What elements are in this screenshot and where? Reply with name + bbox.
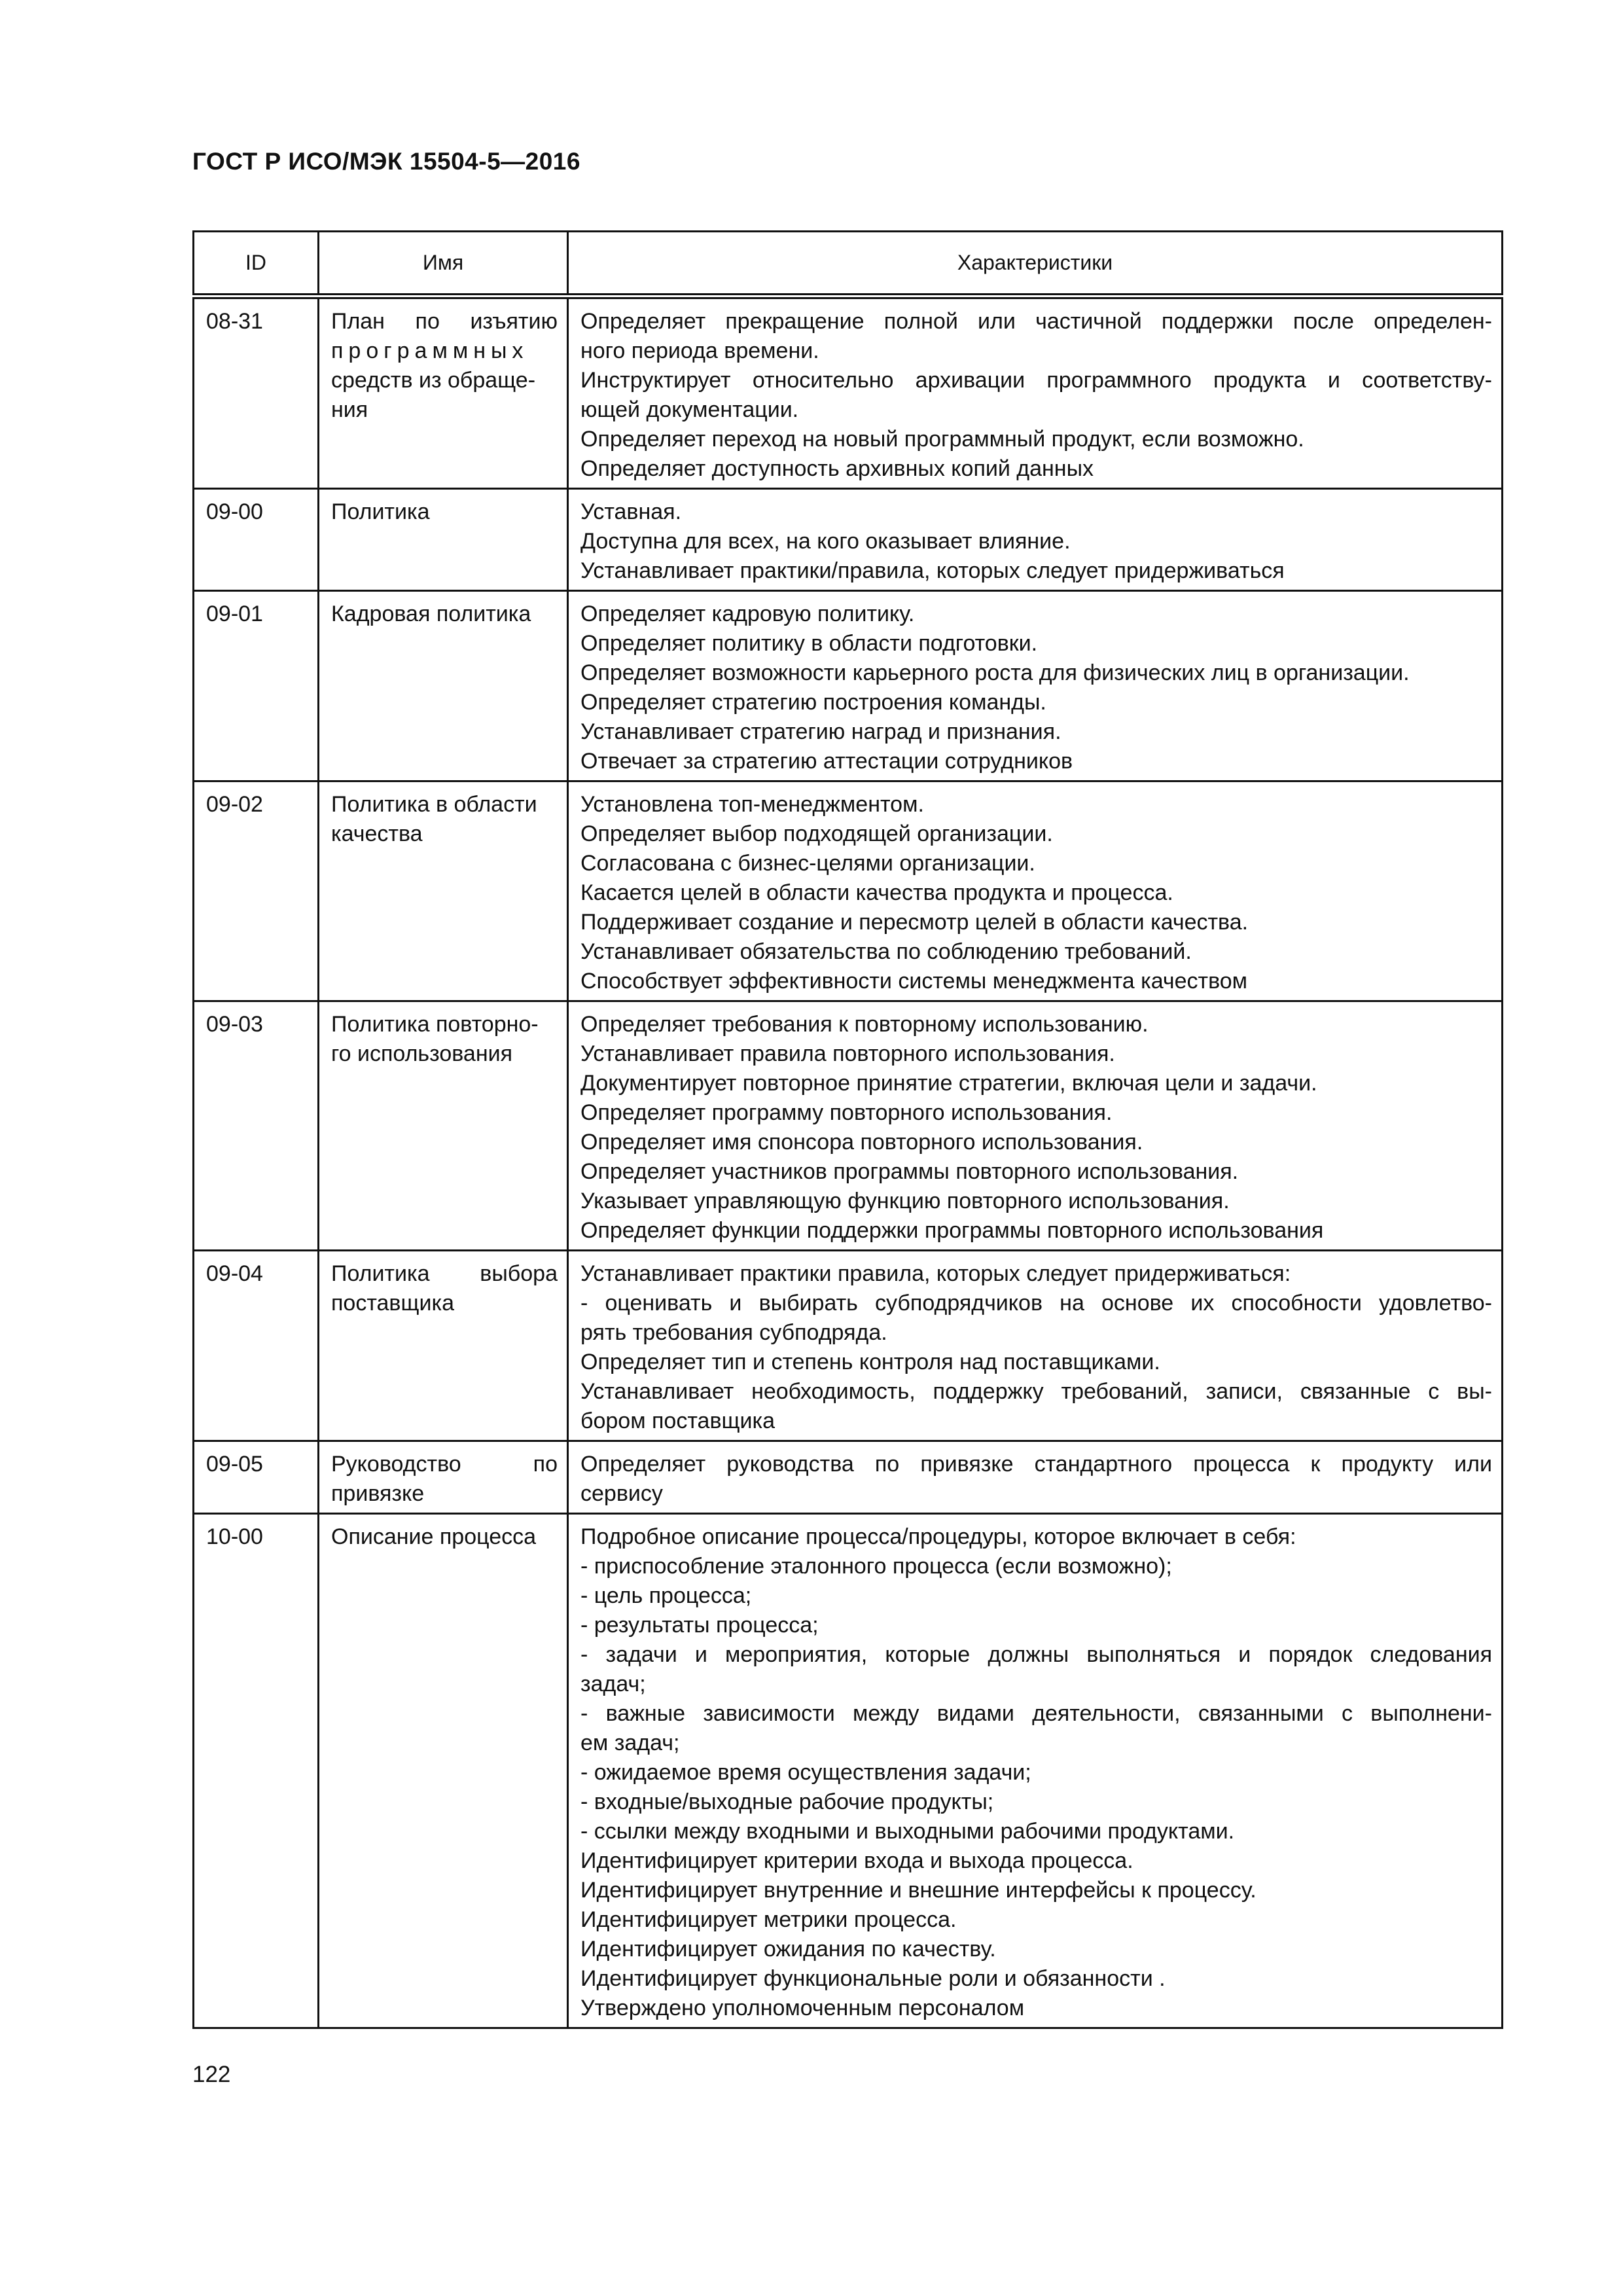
characteristic-line: Устанавливает необходимость, поддержку требований, записи, связанные с вы- (580, 1379, 1492, 1404)
characteristic-line: Отвечает за стратегию аттестации сотрудников (580, 749, 1073, 774)
table-row (194, 489, 1503, 591)
row-name-line: поставщика (331, 1291, 454, 1316)
table-row (194, 1441, 1503, 1514)
characteristic-line: Определяет переход на новый программный продукт, если возможно. (580, 427, 1304, 452)
characteristic-line: рять требования субподряда. (580, 1320, 887, 1345)
page-number: 122 (192, 2062, 231, 2087)
row-name-line: Политика повторно- (331, 1012, 539, 1037)
row-id-cell: 09-02 (194, 781, 319, 1001)
characteristic-line: ем задач; (580, 1731, 680, 1755)
row-name-line: План по изъятию (331, 309, 558, 334)
row-id-cell: 09-03 (194, 1001, 319, 1251)
table-header-row (194, 232, 1503, 296)
table-header (194, 232, 1503, 296)
row-characteristics-cell (568, 296, 1503, 489)
characteristic-line: Определяет участников программы повторного использования. (580, 1159, 1239, 1184)
row-characteristics-cell (568, 781, 1503, 1001)
column-header-name: Имя (319, 232, 568, 296)
characteristic-line: Согласована с бизнес-целями организации. (580, 851, 1035, 876)
column-header-id: ID (194, 232, 319, 296)
row-name-line: средств из обраще- (331, 368, 536, 393)
row-name-cell (319, 591, 568, 781)
row-characteristics-cell (568, 1001, 1503, 1251)
characteristic-line: - оценивать и выбирать субподрядчиков на основе их способности удовлетво- (580, 1291, 1492, 1316)
characteristic-line: - ожидаемое время осуществления задачи; (580, 1760, 1031, 1785)
characteristic-line: Определяет прекращение полной или частичной поддержки после определен- (580, 309, 1492, 334)
characteristic-line: Инструктирует относительно архивации программного продукта и соответству- (580, 368, 1492, 393)
characteristic-line: Указывает управляющую функцию повторного использования. (580, 1189, 1230, 1213)
row-characteristics-cell (568, 1514, 1503, 2028)
row-name-cell (319, 296, 568, 489)
characteristic-line: Определяет стратегию построения команды. (580, 690, 1046, 715)
row-name-cell (319, 1251, 568, 1441)
characteristic-line: - входные/выходные рабочие продукты; (580, 1789, 994, 1814)
characteristic-line: - задачи и мероприятия, которые должны выполняться и порядок следования (580, 1642, 1492, 1667)
document-header-title: ГОСТ Р ИСО/МЭК 15504-5—2016 (192, 148, 580, 175)
characteristic-line: Касается целей в области качества продукта и процесса. (580, 880, 1173, 905)
table-row (194, 1001, 1503, 1251)
characteristic-line: Определяет тип и степень контроля над поставщиками. (580, 1350, 1160, 1374)
characteristic-line: Устанавливает стратегию наград и признания. (580, 719, 1061, 744)
characteristic-line: Способствует эффективности системы менеджмента качеством (580, 969, 1248, 994)
row-characteristics-cell (568, 1441, 1503, 1514)
characteristic-line: Определяет имя спонсора повторного использования. (580, 1130, 1143, 1155)
characteristic-line: Устанавливает обязательства по соблюдению требований. (580, 939, 1192, 964)
row-id-cell: 08-31 (194, 296, 319, 489)
table-row (194, 781, 1503, 1001)
characteristic-line: ного периода времени. (580, 338, 819, 363)
row-id-cell: 09-00 (194, 489, 319, 591)
row-name-cell (319, 489, 568, 591)
characteristic-line: Утверждено уполномоченным персоналом (580, 1996, 1025, 2020)
table-row (194, 296, 1503, 489)
characteristic-line: - ссылки между входными и выходными рабочими продуктами. (580, 1819, 1235, 1844)
characteristic-line: Установлена топ-менеджментом. (580, 792, 924, 817)
characteristic-line: Доступна для всех, на кого оказывает влияние. (580, 529, 1071, 554)
characteristics-table (192, 230, 1503, 2029)
characteristic-line: Документирует повторное принятие стратегии, включая цели и задачи. (580, 1071, 1317, 1096)
table-row (194, 1514, 1503, 2028)
characteristic-line: Определяет доступность архивных копий данных (580, 456, 1094, 481)
row-name-line: ния (331, 397, 368, 422)
characteristic-line: Подробное описание процесса/процедуры, которое включает в себя: (580, 1524, 1296, 1549)
characteristic-line: задач; (580, 1672, 646, 1696)
row-id-cell: 09-01 (194, 591, 319, 781)
row-name-line: Руководство по (331, 1452, 558, 1477)
table-body (194, 296, 1503, 2028)
row-name-line: Описание процесса (331, 1524, 537, 1549)
characteristic-line: Определяет кадровую политику. (580, 601, 915, 626)
characteristic-line: - результаты процесса; (580, 1613, 819, 1638)
characteristic-line: Определяет возможности карьерного роста для физических лиц в организации. (580, 660, 1410, 685)
row-name-cell (319, 1001, 568, 1251)
characteristic-line: ющей документации. (580, 397, 799, 422)
row-name-line: Политика в области (331, 792, 537, 817)
characteristic-line: Устанавливает практики правила, которых следует придерживаться: (580, 1261, 1291, 1286)
characteristic-line: бором поставщика (580, 1408, 776, 1433)
row-name-line: Политика выбора (331, 1261, 558, 1286)
characteristic-line: Идентифицирует ожидания по качеству. (580, 1937, 996, 1962)
row-name-line: качества (331, 821, 423, 846)
row-name-line: привязке (331, 1481, 425, 1506)
row-name-line: Политика (331, 499, 430, 524)
characteristic-line: - приспособление эталонного процесса (если возможно); (580, 1554, 1172, 1579)
characteristic-line: сервису (580, 1481, 663, 1506)
row-name-line: программных (331, 338, 529, 363)
characteristic-line: Поддерживает создание и пересмотр целей в области качества. (580, 910, 1249, 935)
characteristic-line: Определяет выбор подходящей организации. (580, 821, 1053, 846)
row-id-cell: 09-04 (194, 1251, 319, 1441)
row-name-line: го использования (331, 1041, 513, 1066)
characteristic-line: - важные зависимости между видами деятельности, связанными с выполнени- (580, 1701, 1492, 1726)
characteristic-line: Уставная. (580, 499, 682, 524)
characteristic-line: Идентифицирует функциональные роли и обязанности . (580, 1966, 1166, 1991)
characteristic-line: Определяет руководства по привязке стандартного процесса к продукту или (580, 1452, 1492, 1477)
characteristic-line: Идентифицирует критерии входа и выхода процесса. (580, 1848, 1133, 1873)
table-row (194, 1251, 1503, 1441)
table-row (194, 591, 1503, 781)
characteristic-line: Определяет требования к повторному использованию. (580, 1012, 1149, 1037)
row-id-cell: 10-00 (194, 1514, 319, 2028)
row-characteristics-cell (568, 489, 1503, 591)
row-name-cell (319, 1441, 568, 1514)
characteristic-line: Определяет программу повторного использования. (580, 1100, 1113, 1125)
row-name-cell (319, 781, 568, 1001)
row-name-line: Кадровая политика (331, 601, 531, 626)
characteristic-line: Определяет политику в области подготовки. (580, 631, 1038, 656)
column-header-characteristics: Характеристики (568, 232, 1503, 296)
characteristic-line: Устанавливает правила повторного использования. (580, 1041, 1115, 1066)
characteristic-line: - цель процесса; (580, 1583, 752, 1608)
row-characteristics-cell (568, 1251, 1503, 1441)
characteristic-line: Идентифицирует метрики процесса. (580, 1907, 957, 1932)
row-characteristics-cell (568, 591, 1503, 781)
characteristic-line: Определяет функции поддержки программы повторного использования (580, 1218, 1324, 1243)
characteristic-line: Устанавливает практики/правила, которых следует придерживаться (580, 558, 1285, 583)
characteristic-line: Идентифицирует внутренние и внешние интерфейсы к процессу. (580, 1878, 1257, 1903)
row-id-cell: 09-05 (194, 1441, 319, 1514)
row-name-cell (319, 1514, 568, 2028)
